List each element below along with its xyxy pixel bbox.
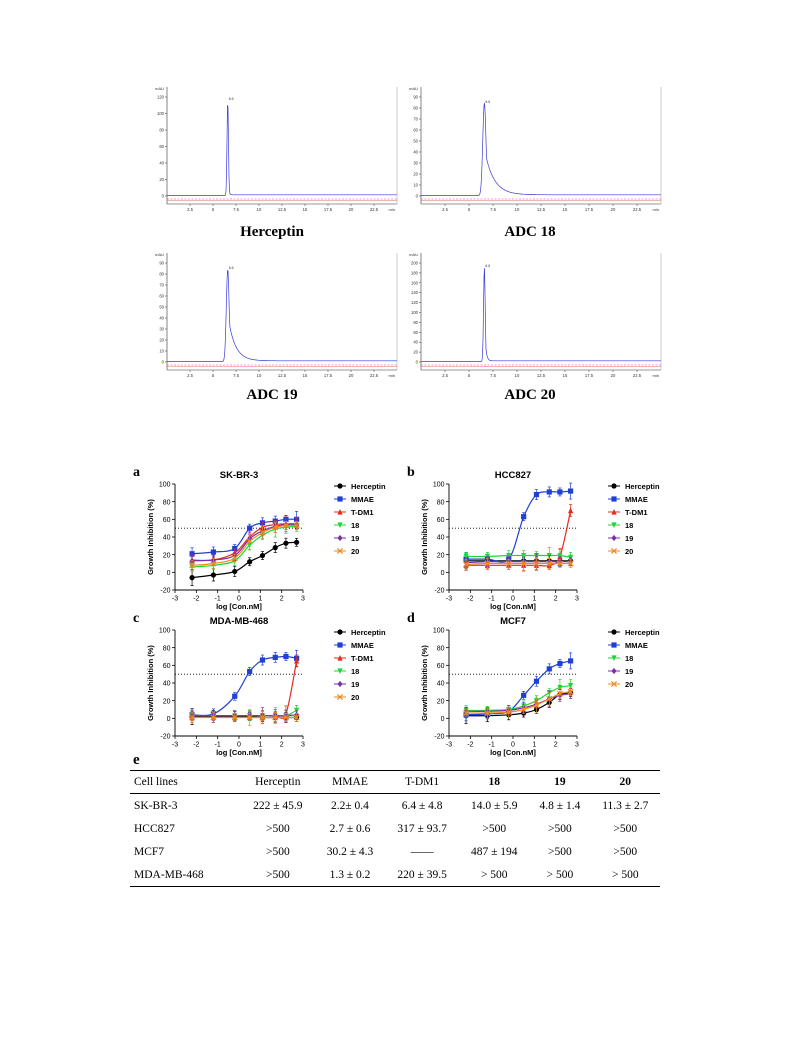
hplc-y-tick-label: 100	[157, 111, 164, 116]
x-tick-label: 0	[237, 595, 241, 603]
series-line	[192, 524, 297, 561]
data-point	[521, 693, 526, 698]
table-row	[130, 840, 660, 863]
data-point	[211, 549, 216, 554]
table-cell: > 500	[529, 863, 590, 887]
data-point	[294, 540, 299, 545]
y-tick-label: 40	[436, 680, 445, 688]
hplc-x-tick-label: 20	[348, 373, 354, 378]
hplc-y-tick-label: 60	[413, 329, 418, 335]
series-line	[466, 491, 570, 562]
hplc-x-tick-label: 2.5	[442, 373, 448, 378]
hplc-x-tick-label: 5	[211, 207, 215, 212]
data-point	[557, 661, 562, 666]
y-tick-label: 40	[162, 534, 171, 542]
data-point	[337, 535, 342, 541]
hplc-trace	[167, 271, 397, 362]
header-herceptin: Herceptin	[241, 771, 315, 794]
x-tick-label: 1	[532, 595, 537, 603]
legend-label: Herceptin	[625, 481, 660, 491]
hplc-x-tick-label: 10	[514, 207, 520, 212]
hplc-y-tick-label: 0	[415, 359, 418, 365]
hplc-x-tick-label: 2.5	[442, 207, 448, 212]
data-point	[611, 642, 616, 647]
hplc-caption-adc18: ADC 18	[504, 224, 556, 240]
chart-title: MDA-MB-468	[209, 616, 269, 627]
header-20: 20	[591, 771, 660, 794]
data-point	[337, 681, 342, 687]
hplc-y-tick-label: 50	[159, 304, 164, 310]
data-point	[568, 488, 573, 493]
hplc-peak-label: 6.6	[485, 99, 491, 104]
data-point	[260, 657, 265, 662]
data-point	[232, 694, 237, 699]
hplc-y-unit: mAU	[409, 86, 418, 91]
hplc-x-tick-label: 10	[514, 373, 520, 378]
hplc-x-tick-label: 20	[348, 207, 354, 212]
table-cell: >500	[482, 822, 507, 835]
legend-label: 18	[351, 520, 360, 530]
hplc-y-tick-label: 60	[159, 293, 164, 299]
hplc-chromatogram-adc20	[404, 249, 669, 384]
data-point	[337, 629, 342, 634]
hplc-y-tick-label: 20	[413, 171, 418, 177]
x-tick-label: -1	[214, 741, 221, 749]
y-tick-label: 100	[432, 627, 445, 635]
hplc-y-tick-label: 80	[413, 319, 418, 325]
hplc-x-tick-label: 15	[562, 373, 568, 378]
table-cell: > 500	[591, 863, 660, 887]
data-point	[247, 526, 252, 531]
hplc-y-tick-label: 120	[157, 94, 164, 100]
x-tick-label: 3	[575, 741, 579, 749]
x-tick-label: 0	[511, 741, 515, 749]
hplc-x-tick-label: 15	[562, 207, 568, 212]
data-point	[611, 629, 616, 634]
hplc-x-tick-label: 20	[610, 373, 616, 378]
hplc-x-tick-label: 2.5	[187, 373, 193, 378]
data-point	[337, 496, 342, 501]
x-tick-label: 3	[301, 741, 305, 749]
data-point	[534, 679, 539, 684]
series-line	[466, 511, 570, 566]
hplc-y-tick-label: 160	[411, 280, 418, 286]
header-19: 19	[529, 771, 590, 794]
series-19	[189, 708, 299, 724]
data-point	[260, 553, 265, 558]
y-tick-label: 20	[436, 552, 445, 560]
x-tick-label: 0	[511, 595, 515, 603]
hplc-y-tick-label: 100	[411, 310, 418, 315]
hplc-x-tick-label: 17.5	[323, 373, 333, 378]
hplc-y-unit: mAU	[409, 252, 418, 257]
data-point	[611, 668, 616, 674]
hplc-y-tick-label: 70	[159, 282, 164, 288]
hplc-y-unit: mAU	[155, 86, 164, 91]
x-tick-label: -3	[171, 595, 179, 603]
legend-label: 20	[625, 679, 634, 689]
hplc-x-tick-label: 22.5	[632, 207, 642, 212]
ic50-table	[130, 770, 660, 887]
series-MMAE	[189, 650, 299, 721]
hplc-y-tick-label: 40	[413, 149, 418, 155]
y-tick-label: 60	[162, 516, 171, 524]
chart-title: HCC827	[494, 470, 532, 481]
x-tick-label: 1	[532, 741, 537, 749]
x-tick-label: -3	[445, 741, 453, 749]
table-cell: >500	[241, 863, 315, 887]
y-tick-label: 100	[158, 481, 171, 489]
legend-label: 19	[351, 679, 360, 689]
chart-title: SK-BR-3	[219, 470, 259, 481]
hplc-y-tick-label: 60	[159, 144, 164, 149]
table-cell: MDA-MB-468	[130, 863, 241, 887]
hplc-trace	[167, 105, 397, 196]
table-cell: 1.3 ± 0.2	[315, 863, 385, 887]
hplc-x-tick-label: 12.5	[536, 207, 546, 212]
x-tick-label: 2	[553, 741, 558, 749]
y-tick-label: 60	[436, 516, 445, 524]
series-line	[466, 562, 570, 563]
table-row	[130, 863, 660, 887]
hplc-trace	[421, 103, 661, 196]
legend-label: 19	[625, 533, 634, 543]
hplc-caption-adc19: ADC 19	[246, 387, 298, 403]
hplc-x-tick-label: 7.5	[490, 373, 496, 378]
data-point	[337, 642, 342, 647]
series-line	[466, 555, 570, 557]
legend-label: 20	[351, 692, 360, 702]
table-cell: 2.7 ± 0.6	[329, 822, 371, 835]
legend-label: T-DM1	[625, 507, 648, 517]
hplc-y-tick-label: 20	[159, 337, 164, 343]
table-cell: >500	[265, 822, 290, 835]
x-tick-label: -2	[467, 741, 474, 749]
table-cell: > 500	[459, 863, 529, 887]
x-tick-label: -2	[193, 595, 200, 603]
hplc-caption-adc20: ADC 20	[504, 387, 556, 403]
table-cell: ——	[410, 845, 434, 858]
data-point	[273, 545, 278, 550]
x-tick-label: 1	[258, 741, 263, 749]
x-tick-label: -1	[488, 595, 495, 603]
x-tick-label: -1	[488, 741, 495, 749]
hplc-y-tick-label: 0	[161, 193, 164, 199]
y-axis-label: Growth Inhibition (%)	[420, 499, 429, 575]
series-18	[189, 705, 299, 723]
legend-label: MMAE	[351, 640, 374, 650]
hplc-x-tick-label: 5	[211, 373, 215, 378]
x-tick-label: 1	[258, 595, 263, 603]
table-cell: HCC827	[134, 822, 175, 835]
hplc-y-tick-label: 140	[411, 290, 418, 296]
hplc-x-tick-label: 20	[610, 207, 616, 212]
y-tick-label: 60	[162, 662, 171, 670]
hplc-chromatogram-herceptin	[150, 83, 405, 218]
series-MMAE	[189, 511, 299, 559]
series-T-DM1	[189, 655, 299, 722]
hplc-x-tick-label: 7.5	[233, 207, 239, 212]
table-cell: 14.0 ± 5.9	[470, 799, 518, 812]
y-tick-label: 80	[162, 499, 171, 507]
legend-label: MMAE	[351, 494, 374, 504]
header-cell-lines: Cell lines	[130, 771, 241, 794]
legend-label: 18	[351, 666, 360, 676]
y-tick-label: 20	[162, 698, 171, 706]
legend-label: T-DM1	[351, 507, 374, 517]
table-cell: 11.3 ± 2.7	[602, 799, 649, 812]
hplc-y-tick-label: 10	[413, 182, 418, 188]
data-point	[534, 492, 539, 497]
y-tick-label: 40	[436, 534, 445, 542]
hplc-y-tick-label: 90	[413, 94, 418, 100]
table-cell: >500	[613, 845, 638, 858]
y-tick-label: 20	[162, 552, 171, 560]
hplc-y-tick-label: 60	[413, 127, 418, 133]
x-tick-label: 2	[279, 595, 284, 603]
data-point	[547, 666, 552, 671]
hplc-x-tick-label: 5	[467, 373, 471, 378]
data-point	[547, 489, 552, 494]
x-axis-label: log [Con.nM]	[216, 602, 262, 611]
dose-response-chart-b	[402, 462, 677, 612]
data-point	[273, 655, 278, 660]
y-tick-label: 100	[432, 481, 445, 489]
hplc-peak-label: 6.6	[228, 265, 234, 270]
x-axis-label: log [Con.nM]	[490, 602, 536, 611]
legend-label: 20	[351, 546, 360, 556]
table-cell: 30.2 ± 4.3	[326, 845, 374, 858]
y-tick-label: -20	[160, 733, 171, 741]
hplc-x-tick-label: 15	[302, 207, 308, 212]
y-tick-label: 80	[162, 645, 171, 653]
panel-label-e: e	[133, 752, 140, 768]
header-tdm1: T-DM1	[385, 771, 459, 794]
series-line	[192, 656, 297, 715]
y-tick-label: 0	[440, 569, 445, 577]
y-tick-label: 0	[440, 715, 445, 723]
panel-label: d	[407, 611, 415, 626]
hplc-x-tick-label: 12.5	[277, 373, 287, 378]
table-cell: 4.8 ± 1.4	[539, 799, 581, 812]
y-tick-label: 60	[436, 662, 445, 670]
legend-label: 18	[625, 520, 634, 530]
hplc-trace	[421, 268, 661, 361]
hplc-x-tick-label: 15	[302, 373, 308, 378]
hplc-y-tick-label: 40	[159, 160, 164, 166]
hplc-y-tick-label: 70	[413, 116, 418, 122]
y-tick-label: -20	[160, 587, 171, 595]
series-T-DM1	[189, 516, 299, 565]
legend-label: Herceptin	[625, 627, 660, 637]
data-point	[247, 669, 252, 674]
hplc-x-tick-label: 22.5	[632, 373, 642, 378]
hplc-y-tick-label: 0	[161, 359, 164, 365]
y-tick-label: 100	[158, 627, 171, 635]
legend-label: MMAE	[625, 494, 648, 504]
chart-title: MCF7	[500, 616, 526, 627]
hplc-peak-label: 6.6	[228, 96, 234, 101]
x-tick-label: -2	[467, 595, 474, 603]
hplc-x-unit: min	[388, 207, 395, 212]
hplc-y-unit: mAU	[155, 252, 164, 257]
header-18: 18	[459, 771, 529, 794]
series-line	[466, 661, 570, 715]
x-tick-label: -3	[171, 741, 179, 749]
x-tick-label: 2	[279, 741, 284, 749]
y-axis-label: Growth Inhibition (%)	[146, 645, 155, 721]
legend-label: 20	[625, 546, 634, 556]
x-tick-label: -1	[214, 595, 221, 603]
table-cell: SK-BR-3	[134, 799, 178, 812]
hplc-chromatogram-adc19	[150, 249, 405, 384]
hplc-x-tick-label: 17.5	[584, 373, 594, 378]
data-point	[611, 535, 616, 541]
hplc-y-tick-label: 90	[159, 260, 164, 266]
hplc-y-tick-label: 30	[413, 160, 418, 166]
table-cell: 317 ± 93.7	[397, 822, 447, 835]
dose-response-chart-a	[128, 462, 403, 612]
data-point	[557, 489, 562, 494]
x-tick-label: 2	[553, 595, 558, 603]
hplc-x-unit: min	[388, 373, 395, 378]
table-row	[130, 817, 660, 840]
y-tick-label: -20	[434, 733, 445, 741]
x-tick-label: 0	[237, 741, 241, 749]
table-row	[130, 794, 660, 818]
panel-label: a	[133, 465, 140, 480]
hplc-x-tick-label: 12.5	[277, 207, 287, 212]
hplc-y-tick-label: 120	[411, 300, 418, 306]
x-axis-label: log [Con.nM]	[216, 748, 262, 757]
table-cell: >500	[548, 845, 572, 858]
series-Herceptin	[463, 689, 573, 724]
legend-label: T-DM1	[351, 653, 374, 663]
hplc-x-tick-label: 12.5	[536, 373, 546, 378]
x-tick-label: 3	[301, 595, 305, 603]
hplc-y-tick-label: 20	[413, 349, 418, 355]
x-axis-label: log [Con.nM]	[490, 748, 536, 757]
table-cell: MCF7	[134, 845, 165, 858]
x-tick-label: -2	[193, 741, 200, 749]
hplc-y-tick-label: 20	[159, 177, 164, 182]
series-18	[463, 679, 573, 715]
hplc-x-tick-label: 17.5	[584, 207, 594, 212]
y-axis-label: Growth Inhibition (%)	[146, 499, 155, 575]
table-cell: 487 ± 194	[470, 845, 518, 858]
hplc-y-tick-label: 40	[159, 315, 164, 321]
data-point	[568, 508, 573, 514]
hplc-caption-herceptin: Herceptin	[240, 224, 304, 240]
legend-label: Herceptin	[351, 627, 386, 637]
series-line	[192, 661, 297, 718]
hplc-y-tick-label: 40	[413, 339, 418, 345]
legend-label: 18	[625, 653, 634, 663]
hplc-y-tick-label: 50	[413, 138, 418, 144]
table-cell: 6.4 ± 4.8	[401, 799, 443, 812]
hplc-x-tick-label: 22.5	[369, 373, 379, 378]
y-tick-label: 80	[436, 645, 445, 653]
legend-label: Herceptin	[351, 481, 386, 491]
y-axis-label: Growth Inhibition (%)	[420, 645, 429, 721]
hplc-chromatogram-adc18	[404, 83, 669, 218]
table-cell: 220 ± 39.5	[385, 863, 459, 887]
y-tick-label: 80	[436, 499, 445, 507]
hplc-peak-label: 6.6	[485, 263, 491, 268]
hplc-y-tick-label: 200	[411, 260, 418, 266]
x-tick-label: 3	[575, 595, 579, 603]
hplc-x-tick-label: 7.5	[233, 373, 239, 378]
data-point	[189, 575, 194, 580]
table-header-row	[130, 771, 660, 794]
table-cell: 222 ± 45.9	[253, 799, 303, 812]
y-tick-label: 0	[166, 569, 171, 577]
table-cell: >500	[265, 845, 290, 858]
y-tick-label: 40	[162, 680, 171, 688]
series-20	[463, 556, 573, 572]
hplc-x-unit: min	[652, 207, 659, 212]
table-cell: >500	[548, 822, 572, 835]
y-tick-label: -20	[434, 587, 445, 595]
hplc-x-tick-label: 2.5	[187, 207, 193, 212]
hplc-y-tick-label: 80	[413, 105, 418, 111]
data-point	[337, 483, 342, 488]
hplc-y-tick-label: 10	[159, 348, 164, 354]
data-point	[211, 572, 216, 577]
series-20	[189, 709, 299, 725]
dose-response-chart-d	[402, 608, 677, 758]
data-point	[568, 658, 573, 663]
y-tick-label: 20	[436, 698, 445, 706]
y-tick-label: 0	[166, 715, 171, 723]
hplc-x-tick-label: 17.5	[323, 207, 333, 212]
data-point	[247, 559, 252, 564]
header-mmae: MMAE	[315, 771, 385, 794]
panel-label: c	[133, 611, 140, 626]
data-point	[611, 483, 616, 488]
panel-label: b	[407, 465, 415, 480]
legend-label: MMAE	[625, 640, 648, 650]
table-cell: >500	[613, 822, 638, 835]
table-cell: 2.2± 0.4	[331, 799, 369, 812]
hplc-y-tick-label: 80	[159, 127, 164, 133]
series-MMAE	[463, 483, 573, 565]
hplc-x-tick-label: 5	[467, 207, 471, 212]
data-point	[283, 654, 288, 659]
hplc-x-tick-label: 22.5	[369, 207, 379, 212]
hplc-x-tick-label: 10	[256, 207, 262, 212]
data-point	[521, 514, 526, 519]
dose-response-chart-c	[128, 608, 403, 758]
legend-label: 19	[625, 666, 634, 676]
data-point	[232, 569, 237, 574]
hplc-x-unit: min	[652, 373, 659, 378]
hplc-y-tick-label: 80	[159, 271, 164, 277]
data-point	[283, 541, 288, 546]
legend-label: 19	[351, 533, 360, 543]
hplc-y-tick-label: 180	[411, 270, 418, 276]
x-tick-label: -3	[445, 595, 453, 603]
hplc-y-tick-label: 0	[415, 193, 418, 199]
data-point	[611, 496, 616, 501]
hplc-x-tick-label: 10	[256, 373, 262, 378]
hplc-y-tick-label: 30	[159, 326, 164, 332]
hplc-x-tick-label: 7.5	[490, 207, 496, 212]
